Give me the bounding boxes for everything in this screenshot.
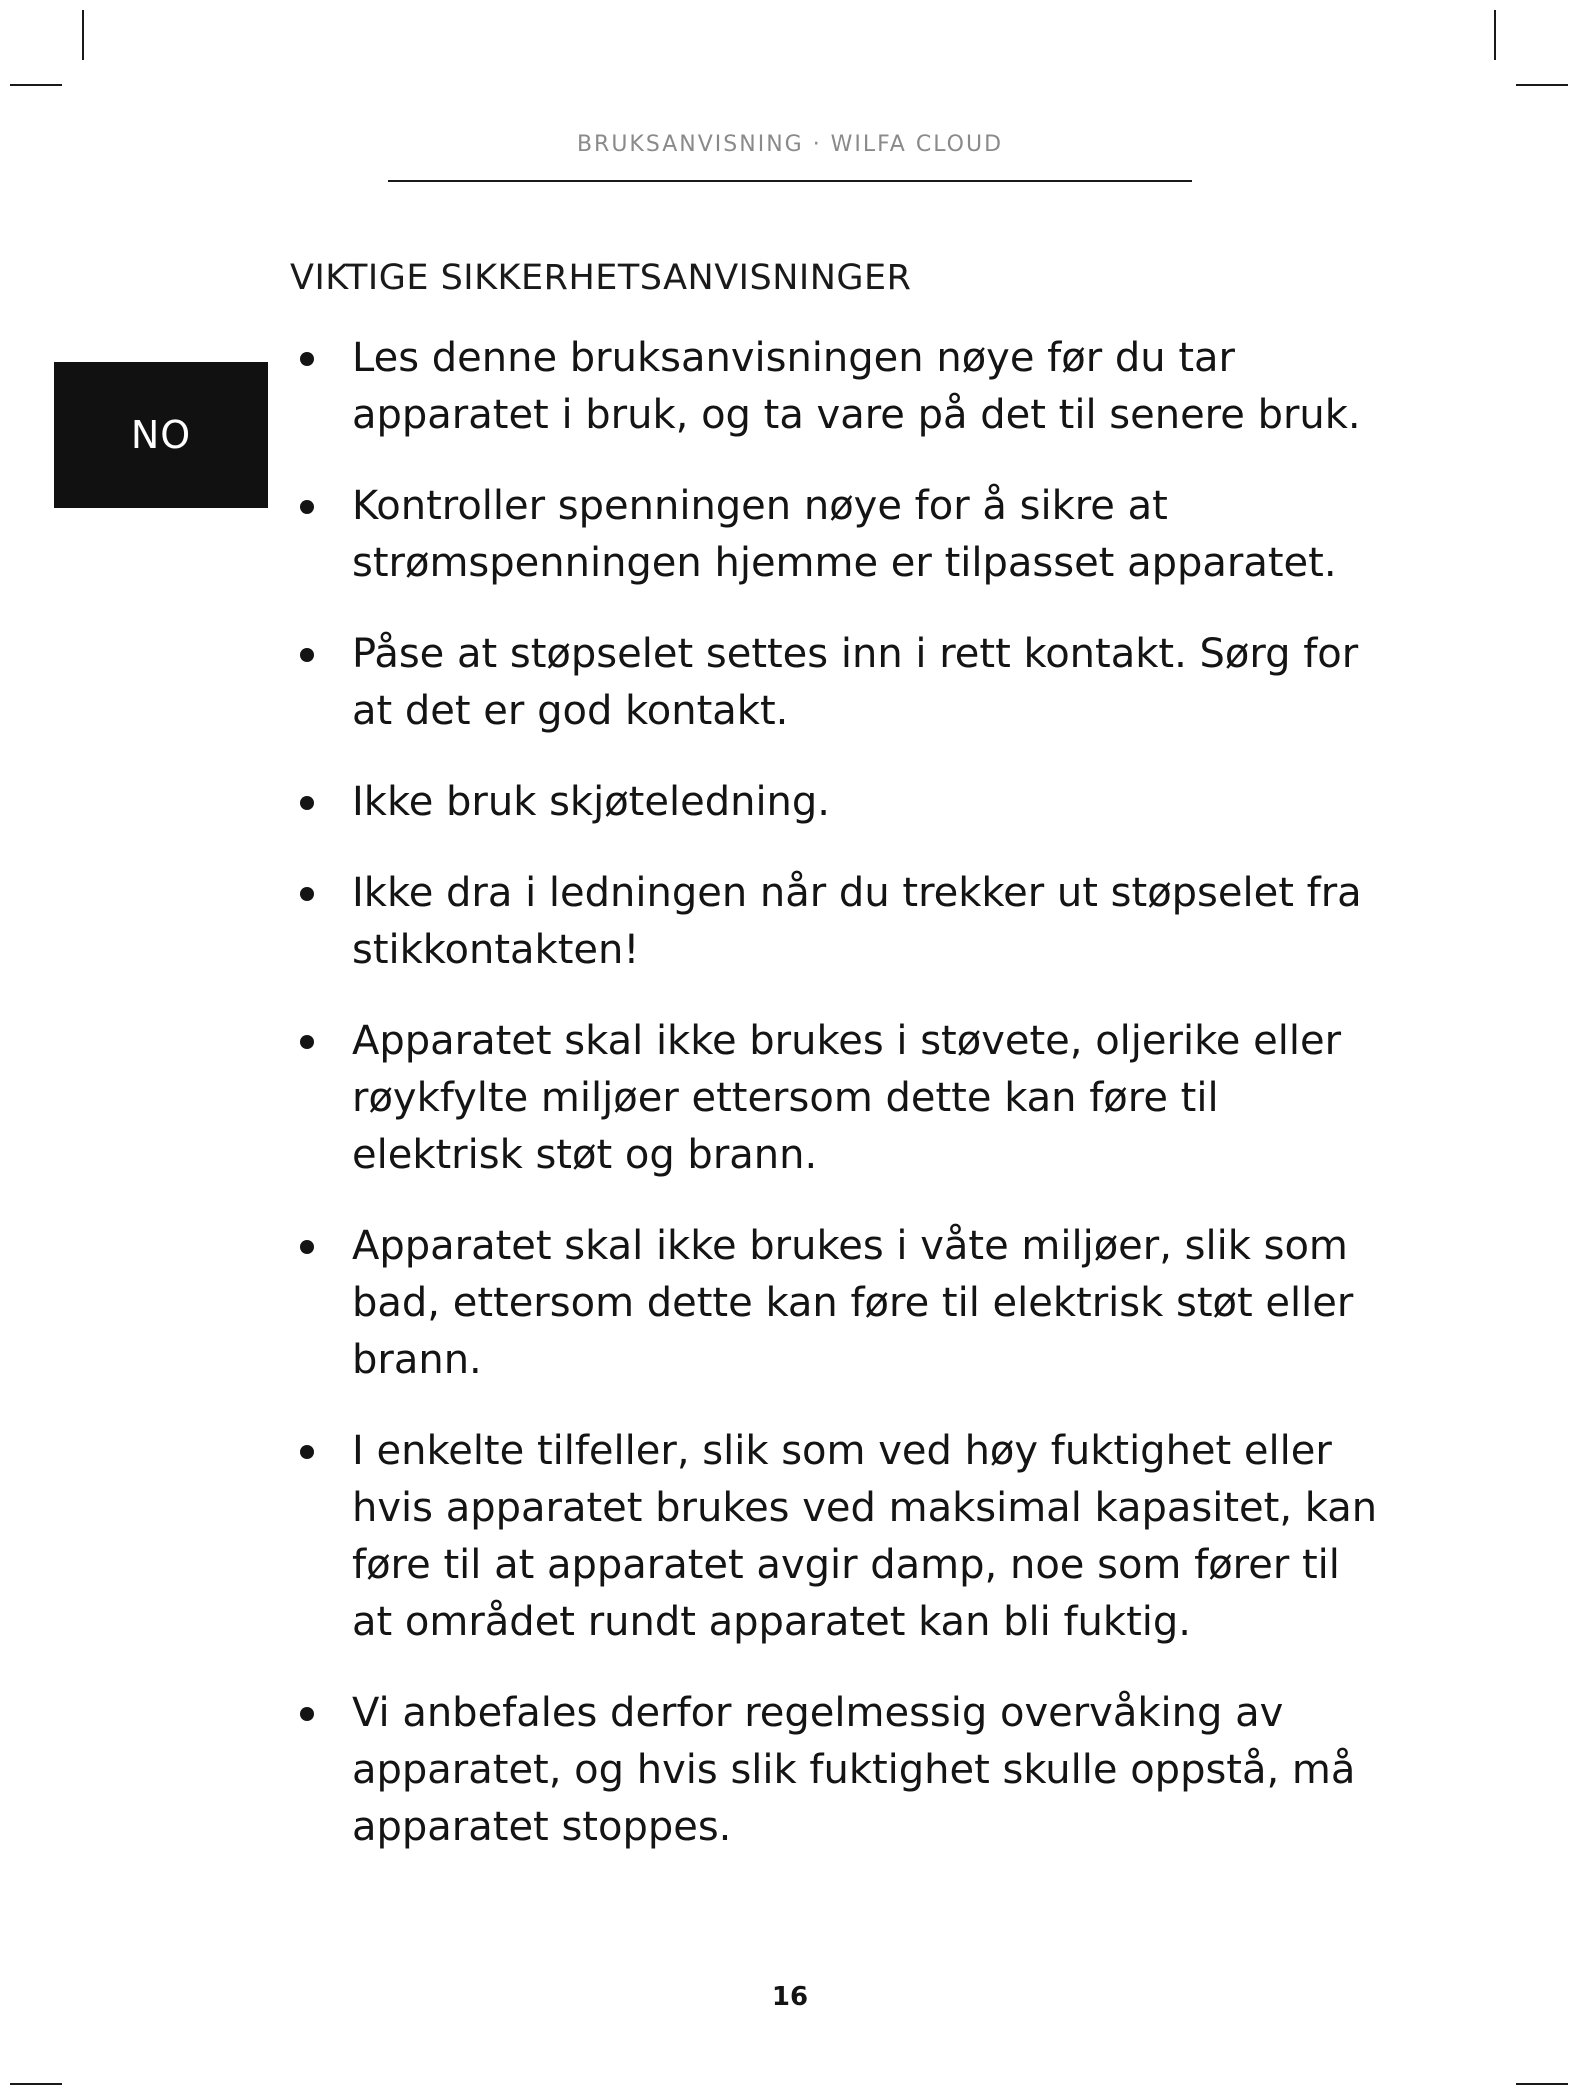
section-title: VIKTIGE SIKKERHETSANVISNINGER — [290, 258, 912, 298]
list-item — [290, 1013, 1380, 1184]
list-item — [290, 330, 1380, 444]
bullet-icon — [300, 1240, 314, 1254]
list-item — [290, 1423, 1380, 1651]
crop-mark-top-left-vertical — [82, 10, 84, 60]
crop-mark-top-right-vertical — [1494, 10, 1496, 60]
list-item-text: Ikke bruk skjøteledning. — [352, 779, 831, 825]
language-tab-label: NO — [130, 413, 192, 457]
list-item-text: Apparatet skal ikke brukes i støvete, oljerike eller røykfylte miljøer ettersom dette kan føre til elektrisk støt og brann. — [352, 1018, 1342, 1178]
list-item-text: Apparatet skal ikke brukes i våte miljøer, slik som bad, ettersom dette kan føre til elektrisk støt eller brann. — [352, 1223, 1354, 1383]
bullet-icon — [300, 1445, 314, 1459]
bullet-icon — [300, 352, 314, 366]
page-number: 16 — [771, 1982, 809, 2012]
bullet-icon — [300, 887, 314, 901]
list-item-text: I enkelte tilfeller, slik som ved høy fuktighet eller hvis apparatet brukes ved maksimal kapasitet, kan føre til at apparatet avgir damp, noe som fører til at området rundt apparatet kan bli fuktig. — [352, 1428, 1378, 1645]
bullet-icon — [300, 500, 314, 514]
list-item — [290, 478, 1380, 592]
crop-mark-top-left-horizontal — [10, 84, 62, 86]
list-item-text: Ikke dra i ledningen når du trekker ut støpselet fra stikkontakten! — [352, 870, 1362, 973]
list-item — [290, 626, 1380, 740]
bullet-icon — [300, 1035, 314, 1049]
header-divider — [388, 180, 1192, 182]
list-item-text: Påse at støpselet settes inn i rett kontakt. Sørg for at det er god kontakt. — [352, 631, 1359, 734]
list-item — [290, 865, 1380, 979]
bullet-icon — [300, 1707, 314, 1721]
list-item — [290, 1218, 1380, 1389]
bullet-icon — [300, 796, 314, 810]
list-item-text: Kontroller spenningen nøye for å sikre at strømspenningen hjemme er tilpasset apparatet. — [352, 483, 1337, 586]
list-item — [290, 1685, 1380, 1856]
safety-instructions-list — [290, 330, 1380, 1890]
bullet-icon — [300, 648, 314, 662]
list-item — [290, 774, 1380, 831]
running-header: BRUKSANVISNING · WILFA CLOUD — [576, 132, 1004, 157]
crop-mark-bottom-right-horizontal — [1516, 2083, 1568, 2085]
list-item-text: Vi anbefales derfor regelmessig overvåking av apparatet, og hvis slik fuktighet skulle oppstå, må apparatet stoppes. — [352, 1690, 1356, 1850]
crop-mark-top-right-horizontal — [1516, 84, 1568, 86]
language-tab — [54, 362, 268, 508]
crop-mark-bottom-left-horizontal — [10, 2083, 62, 2085]
list-item-text: Les denne bruksanvisningen nøye før du tar apparatet i bruk, og ta vare på det til senere bruk. — [352, 335, 1361, 438]
